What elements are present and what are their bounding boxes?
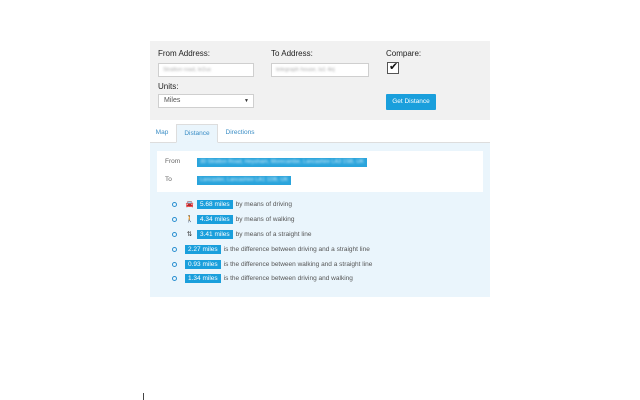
result-walking bbox=[172, 214, 295, 224]
car-icon: 🚘 bbox=[185, 201, 194, 208]
route-to-text: Lancaster, Lancashire LA1 1DB, UK bbox=[200, 177, 289, 183]
walking-distance-value: 4.34 miles bbox=[197, 215, 233, 224]
diff-driving-straight-text: is the difference between driving and a straight line bbox=[223, 245, 370, 253]
units-selected-value: Miles bbox=[164, 97, 181, 104]
diff-driving-straight-value: 2.27 miles bbox=[185, 245, 221, 254]
straight-line-icon: ⇅ bbox=[186, 231, 193, 238]
result-driving bbox=[172, 199, 292, 209]
straight-line-distance-value: 3.41 miles bbox=[197, 230, 233, 239]
get-distance-button[interactable]: Get Distance bbox=[386, 94, 436, 110]
route-to-label: To bbox=[165, 176, 172, 183]
checkmark-icon: ✔ bbox=[389, 61, 399, 73]
dropdown-arrow-icon: ▼ bbox=[244, 98, 249, 104]
bullet-icon bbox=[172, 262, 177, 267]
compare-checkbox[interactable] bbox=[387, 62, 399, 74]
diff-walking-straight-text: is the difference between walking and a straight line bbox=[223, 260, 373, 268]
tab-bar bbox=[150, 124, 490, 143]
bullet-icon bbox=[172, 232, 177, 237]
to-address-input[interactable] bbox=[271, 63, 369, 77]
units-select[interactable] bbox=[158, 94, 254, 108]
route-from-label: From bbox=[165, 158, 181, 165]
result-straight-line bbox=[172, 229, 312, 239]
walking-icon: 🚶 bbox=[185, 216, 194, 223]
units-label: Units: bbox=[158, 82, 179, 91]
walking-distance-text: by means of walking bbox=[235, 215, 295, 223]
route-from-value bbox=[197, 158, 367, 167]
bullet-icon bbox=[172, 276, 177, 281]
bullet-icon bbox=[172, 202, 177, 207]
bullet-icon bbox=[172, 247, 177, 252]
compare-label: Compare: bbox=[386, 49, 422, 58]
tab-directions[interactable]: Directions bbox=[225, 129, 255, 136]
from-address-input[interactable] bbox=[158, 63, 254, 77]
from-address-value: Stratton road, le2us bbox=[163, 67, 212, 73]
tab-distance[interactable]: Distance bbox=[176, 124, 218, 143]
route-addresses bbox=[157, 151, 483, 192]
driving-distance-text: by means of driving bbox=[235, 200, 292, 208]
diff-driving-walking-value: 1.34 miles bbox=[185, 274, 221, 283]
diff-walking-straight-value: 0.93 miles bbox=[185, 260, 221, 269]
distance-panel bbox=[150, 143, 490, 297]
result-diff-driving-straight bbox=[172, 244, 370, 254]
tab-map[interactable]: Map bbox=[155, 129, 169, 136]
address-form bbox=[150, 41, 490, 120]
driving-distance-value: 5.68 miles bbox=[197, 200, 233, 209]
result-diff-driving-walking bbox=[172, 273, 353, 283]
result-diff-walking-straight bbox=[172, 259, 372, 269]
from-address-label: From Address: bbox=[158, 49, 211, 58]
diff-driving-walking-text: is the difference between driving and walking bbox=[223, 274, 353, 282]
route-to-value bbox=[197, 176, 291, 185]
straight-line-distance-text: by means of a straight line bbox=[235, 230, 312, 238]
route-from-text: 30 Stratton Road, Heysham, Morecambe, Lancashire LA3 1SB, UK bbox=[200, 159, 364, 165]
to-address-value: telegraph house, la1 4ej bbox=[276, 67, 335, 73]
bullet-icon bbox=[172, 217, 177, 222]
text-cursor-mark bbox=[143, 393, 144, 400]
to-address-label: To Address: bbox=[271, 49, 313, 58]
